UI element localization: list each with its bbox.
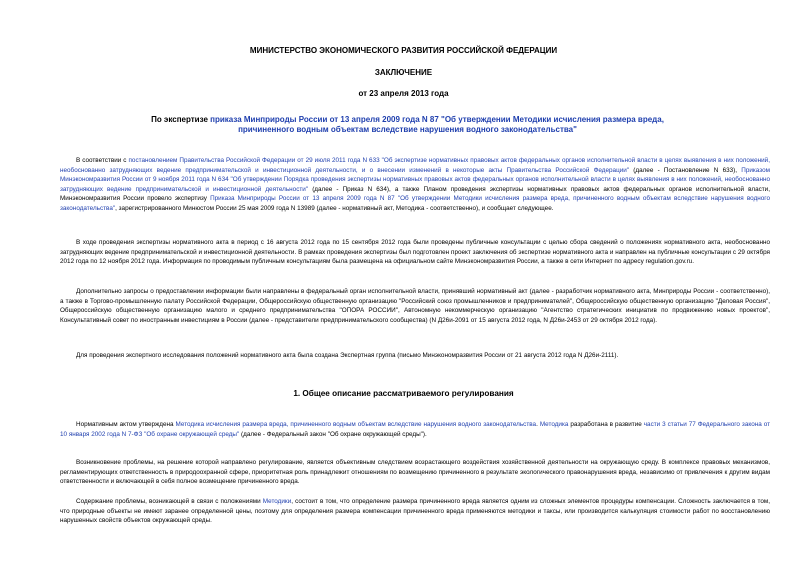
document-type: ЗАКЛЮЧЕНИЕ bbox=[374, 68, 433, 77]
p1-text-2: (далее - Постановление N 633), bbox=[629, 166, 742, 174]
ministry-heading: МИНИСТЕРСТВО ЭКОНОМИЧЕСКОГО РАЗВИТИЯ РОССИЙСКОЙ ФЕДЕРАЦИИ bbox=[249, 46, 558, 55]
order-87-link[interactable]: Приказа Минприроды России от 13 апреля 2009 года N 87 "Об утверждении Методики исчисления размера вреда, причиненного водным объектам вследствие нарушения водного законодательства" bbox=[60, 195, 770, 212]
document-subject bbox=[125, 115, 690, 135]
p5-text-1: Нормативным актом утверждена bbox=[76, 421, 176, 428]
paragraph-problem: Возникновение проблемы, на решение которой направлено регулирование, является объективным следствием возрастающего воздействия хозяйственной деятельности на окружающую среду. В комплексе правовых механизмов, регламентирующих ответственность в природоохранной сфере, приоритетная роль принадлежит отношениям по возмещению причиненного в результате экологического правонарушения вреда, независимо от привлечения к другим видам ответственности и включающей в себя полное возмещение причиненного вреда. bbox=[60, 459, 770, 485]
methodology-short-link[interactable]: Методика bbox=[539, 421, 569, 428]
paragraph-expert-group: Для проведения экспертного исследования положений нормативного акта была создана Экспертная группа (письмо Минэкономразвития России от 21 августа 2012 года N Д26и-2111). bbox=[76, 352, 619, 359]
p1-text-3: (далее - Приказ N 634), а также Планом проведения экспертизы нормативных правовых актов федеральных органов исполнительной власти, Минэкономразвития России провело экспертизу bbox=[60, 185, 770, 202]
paragraph-methodology bbox=[60, 420, 770, 439]
paragraph-consultations: В ходе проведения экспертизы нормативного акта в период с 16 августа 2012 года по 15 сентября 2012 года были проведены публичные консультации с целью сбора сведений о положениях нормативного акта, необоснованно затрудняющих ведение предпринимательской и инвестиционной деятельности. В рамках проведения экспертизы был подготовлен проект заключения об экспертизе нормативного акта и направлен на публичные консультации с 29 октября 2012 года по 12 ноября 2012 года. Информация по проводимым публичным консультациям была размещена на официальном сайте Минэкономразвития России, а также в сети Интернет по адресу regulation.gov.ru. bbox=[60, 239, 770, 265]
order-634-link[interactable]: Приказом Минэкономразвития России от 9 ноября 2011 года N 634 "Об утверждении Порядка проведения экспертизы нормативных правовых актов федеральных органов исполнительной власти в целях выявления в них положений, необоснованно затрудняющих ведение предпринимательской и инвестиционной деятельности" bbox=[60, 166, 770, 193]
subject-prefix: По экспертизе bbox=[151, 115, 211, 124]
p7-text-2: , состоит в том, что определение размера причиненного вреда является одним из сложных элементов процедуры компенсации. Сложность заключается в том, что природные объекты не имеют заранее определенной цены, поэтому для определения размера компенсации причиненного вреда применяются методики и таксы, или производится калькуляция стоимости работ по восстановлению нарушенных свойств объектов окружающей среды. bbox=[60, 498, 770, 524]
section-heading-1: 1. Общее описание рассматриваемого регулирования bbox=[293, 389, 514, 398]
methodology-link[interactable]: Методика исчисления размера вреда, причиненного водным объектам вследствие нарушения водного законодательства bbox=[175, 421, 537, 428]
p7-text-1: Содержание проблемы, возникающей в связи с положениями bbox=[76, 498, 263, 505]
subject-order-link[interactable]: приказа Минприроды России от 13 апреля 2009 года N 87 "Об утверждении Методики исчисления размера вреда, причиненного водным объектам вследствие нарушения водного законодательства" bbox=[210, 115, 664, 134]
paragraph-legal-basis bbox=[60, 156, 770, 213]
paragraph-requests: Дополнительно запросы о предоставлении информации были направлены в федеральный орган исполнительной власти, принявший нормативный акт (далее - разработчик нормативного акта, Минприроды России - соответственно), а также в Торгово-промышленную палату Российской Федерации, Общероссийскую общественную организацию "Российский союз промышленников и предпринимателей", Общероссийскую общественную организацию "Деловая Россия", Общероссийскую общественную организацию малого и среднего предпринимательства "ОПОРА РОССИИ", Автономную некоммерческую организацию "Агентство стратегических инициатив по продвижению новых проектов", Консультативный совет по иностранным инвестициям в России (далее - представители предпринимательского сообщества) (N Д26и-2091 от 15 августа 2012 года, N Д26и-2453 от 29 октября 2012 года). bbox=[60, 288, 770, 324]
document-date: от 23 апреля 2013 года bbox=[358, 89, 449, 98]
p5-text-2: . bbox=[536, 421, 540, 428]
paragraph-problem-content bbox=[60, 497, 770, 526]
methodology-ref-link[interactable]: Методики bbox=[262, 498, 292, 505]
p5-text-4: (далее - Федеральный закон "Об охране окружающей среды"). bbox=[239, 430, 427, 438]
federal-law-link[interactable]: части 3 статьи 77 Федерального закона от 10 января 2002 года N 7-ФЗ "Об охране окружающей среды" bbox=[60, 421, 770, 438]
decree-633-link[interactable]: постановлением Правительства Российской Федерации от 29 июля 2011 года N 633 "Об экспертизе нормативных правовых актов федеральных органов исполнительной власти в целях выявления в них положений, необоснованно затрудняющих ведение предпринимательской и инвестиционной деятельности, и о внесении изменений в некоторые акты Правительства Российской Федерации" bbox=[60, 157, 770, 174]
p1-text-4: , зарегистрированного Минюстом России 25 мая 2009 года N 13989 (далее - нормативный акт, Методика - соответственно), и сообщает следующее. bbox=[115, 204, 554, 212]
p1-text-1: В соответствии с bbox=[76, 157, 129, 164]
p5-text-3: разработана в развитие bbox=[568, 421, 644, 428]
